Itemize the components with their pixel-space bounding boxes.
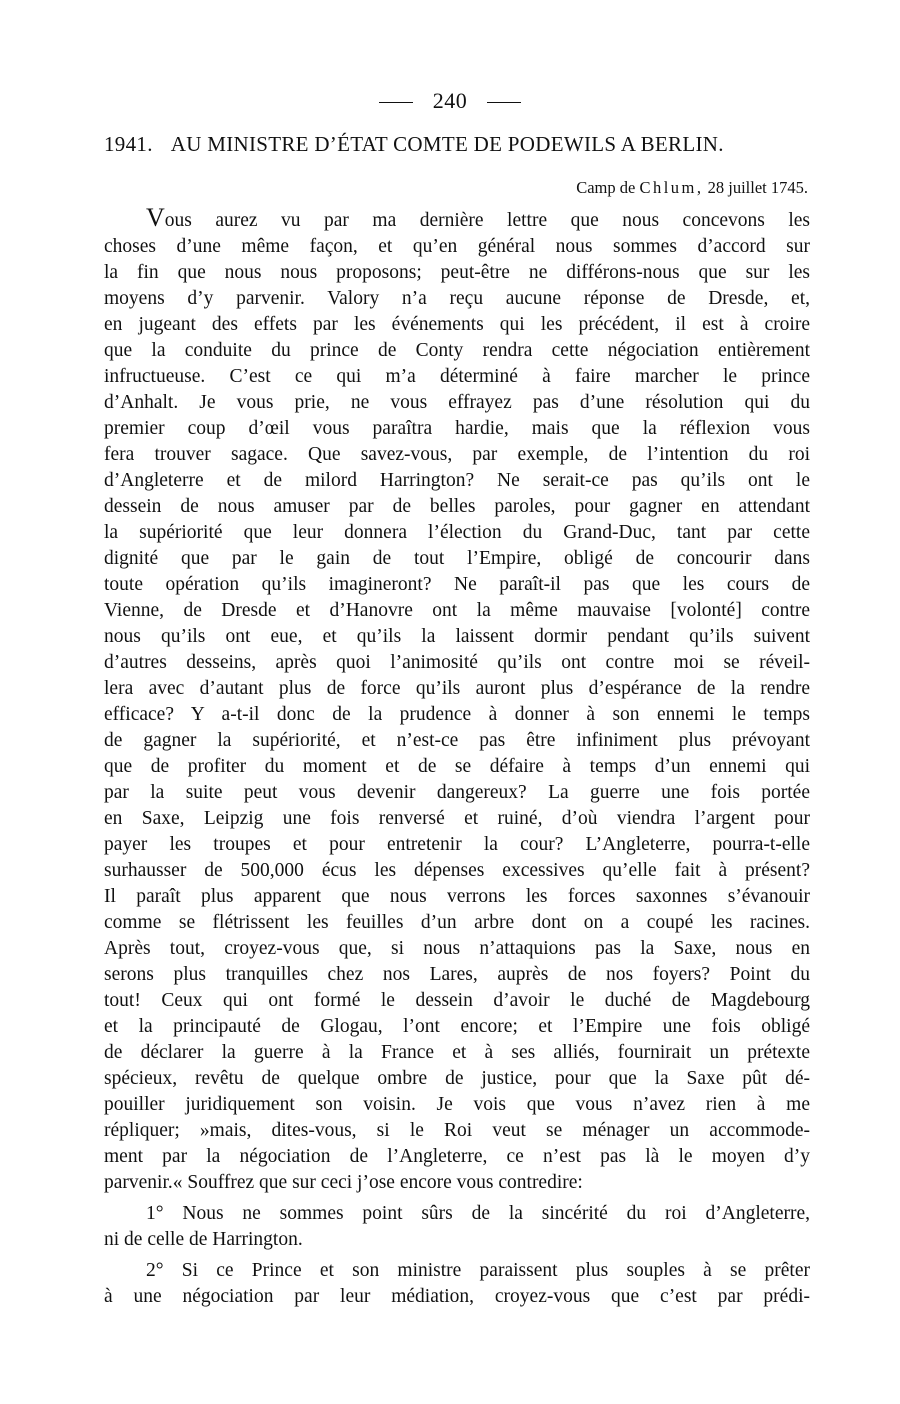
text-line: en Saxe, Leipzig une fois renversé et ruiné, d’où viendra l’argent pour <box>104 808 810 829</box>
point-1-paragraph <box>104 1201 810 1253</box>
text-line: la supériorité que leur donnera l’élection du Grand-Duc, tant par cette <box>104 522 810 543</box>
text-line: surhausser de 500,000 écus les dépenses excessives qu’elle fait à présent? <box>104 860 810 881</box>
letter-number: 1941. <box>104 132 153 156</box>
text-line: répliquer; »mais, dites-vous, si le Roi veut se ménager un accommode- <box>104 1120 810 1141</box>
text-line: serons plus tranquilles chez nos Lares, auprès de nos foyers? Point du <box>104 964 810 985</box>
text-line: comme se flétrissent les feuilles d’un arbre dont on a coupé les racines. <box>104 912 810 933</box>
text-line: spécieux, revêtu de quelque ombre de justice, pour que la Saxe pût dé- <box>104 1068 810 1089</box>
page-number: 240 <box>432 88 468 113</box>
place-name: Chlum, <box>639 178 704 197</box>
letter-date: 28 juillet 1745. <box>707 178 808 197</box>
place-prefix: Camp de <box>576 178 636 197</box>
text-line: dignité que par le gain de tout l’Empire, obligé de concourir dans <box>104 548 810 569</box>
text-line: Vous aurez vu par ma dernière lettre que nous concevons les <box>146 203 810 232</box>
text-line: d’autres desseins, après quoi l’animosité qu’ils ont contre moi se réveil- <box>104 652 810 673</box>
text-line: de déclarer la guerre à la France et à ses alliés, fournirait un prétexte <box>104 1042 810 1063</box>
text-line: payer les troupes et pour entretenir la cour? L’Angleterre, pourra-t-elle <box>104 834 810 855</box>
text-line: moyens d’y parvenir. Valory n’a reçu aucune réponse de Dresde, et, <box>104 288 810 309</box>
header-left-rule <box>379 102 413 103</box>
text-line: d’Angleterre et de milord Harrington? Ne serait-ce pas qu’ils ont le <box>104 470 810 491</box>
text-line: parvenir.« Souffrez que sur ceci j’ose encore vous contredire: <box>104 1172 583 1193</box>
text-line: dessein de nous amuser par de belles paroles, pour gagner en attendant <box>104 496 810 517</box>
letter-dateline <box>576 178 808 198</box>
text-line: toute opération qu’ils imagineront? Ne paraît-il pas que les cours de <box>104 574 810 595</box>
text-line: la fin que nous nous proposons; peut-être ne différons-nous que sur les <box>104 262 810 283</box>
text-line: que de profiter du moment et de se défaire à temps d’un ennemi qui <box>104 756 810 777</box>
text-line: infructueuse. C’est ce qui m’a déterminé à faire marcher le prince <box>104 366 810 387</box>
letter-title: AU MINISTRE D’ÉTAT COMTE DE PODEWILS A BERLIN. <box>170 132 724 156</box>
point-2-paragraph <box>104 1258 810 1310</box>
text-line: nous qu’ils ont eue, et qu’ils la laissent dormir pendant qu’ils suivent <box>104 626 810 647</box>
text-line: Il paraît plus apparent que nous verrons les forces saxonnes s’évanouir <box>104 886 810 907</box>
text-line: premier coup d’œil vous paraîtra hardie, mais que la réflexion vous <box>104 418 810 439</box>
text-line: tout! Ceux qui ont formé le dessein d’avoir le duché de Magdebourg <box>104 990 810 1011</box>
header-right-rule <box>487 102 521 103</box>
text-line: que la conduite du prince de Conty rendra cette négociation entièrement <box>104 340 810 361</box>
main-paragraph <box>104 205 810 1196</box>
text-line: efficace? Y a-t-il donc de la prudence à donner à son ennemi le temps <box>104 704 810 725</box>
text-line: pouiller juridiquement son voisin. Je vois que vous n’avez rien à me <box>104 1094 810 1115</box>
text-line: par la suite peut vous devenir dangereux? La guerre une fois portée <box>104 782 810 803</box>
text-line: Après tout, croyez-vous que, si nous n’attaquions pas la Saxe, nous en <box>104 938 810 959</box>
text-line: ni de celle de Harrington. <box>104 1229 303 1250</box>
text-line: d’Anhalt. Je vous prie, ne vous effrayez pas d’une résolution qui du <box>104 392 810 413</box>
text-line: de gagner la supériorité, et n’est-ce pas être infiniment plus prévoyant <box>104 730 810 751</box>
letter-heading <box>104 132 809 157</box>
text-line: et la principauté de Glogau, l’ont encore; et l’Empire une fois obligé <box>104 1016 810 1037</box>
running-header <box>0 88 900 114</box>
text-line: choses d’une même façon, et qu’en général nous sommes d’accord sur <box>104 236 810 257</box>
text-line: lera avec d’autant plus de force qu’ils auront plus d’espérance de la rendre <box>104 678 810 699</box>
text-line: Vienne, de Dresde et d’Hanovre ont la même mauvaise [volonté] contre <box>104 600 810 621</box>
text-line: à une négociation par leur médiation, croyez-vous que c’est par prédi- <box>104 1286 810 1307</box>
text-line: 1° Nous ne sommes point sûrs de la sincérité du roi d’Angleterre, <box>146 1203 810 1224</box>
letter-body <box>104 205 810 1310</box>
text-line: ment par la négociation de l’Angleterre, ce n’est pas là le moyen d’y <box>104 1146 810 1167</box>
text-line: en jugeant des effets par les événements qui les précédent, il est à croire <box>104 314 810 335</box>
text-line: 2° Si ce Prince et son ministre paraissent plus souples à se prêter <box>146 1260 810 1281</box>
text-line: fera trouver sagace. Que savez-vous, par exemple, de l’intention du roi <box>104 444 810 465</box>
